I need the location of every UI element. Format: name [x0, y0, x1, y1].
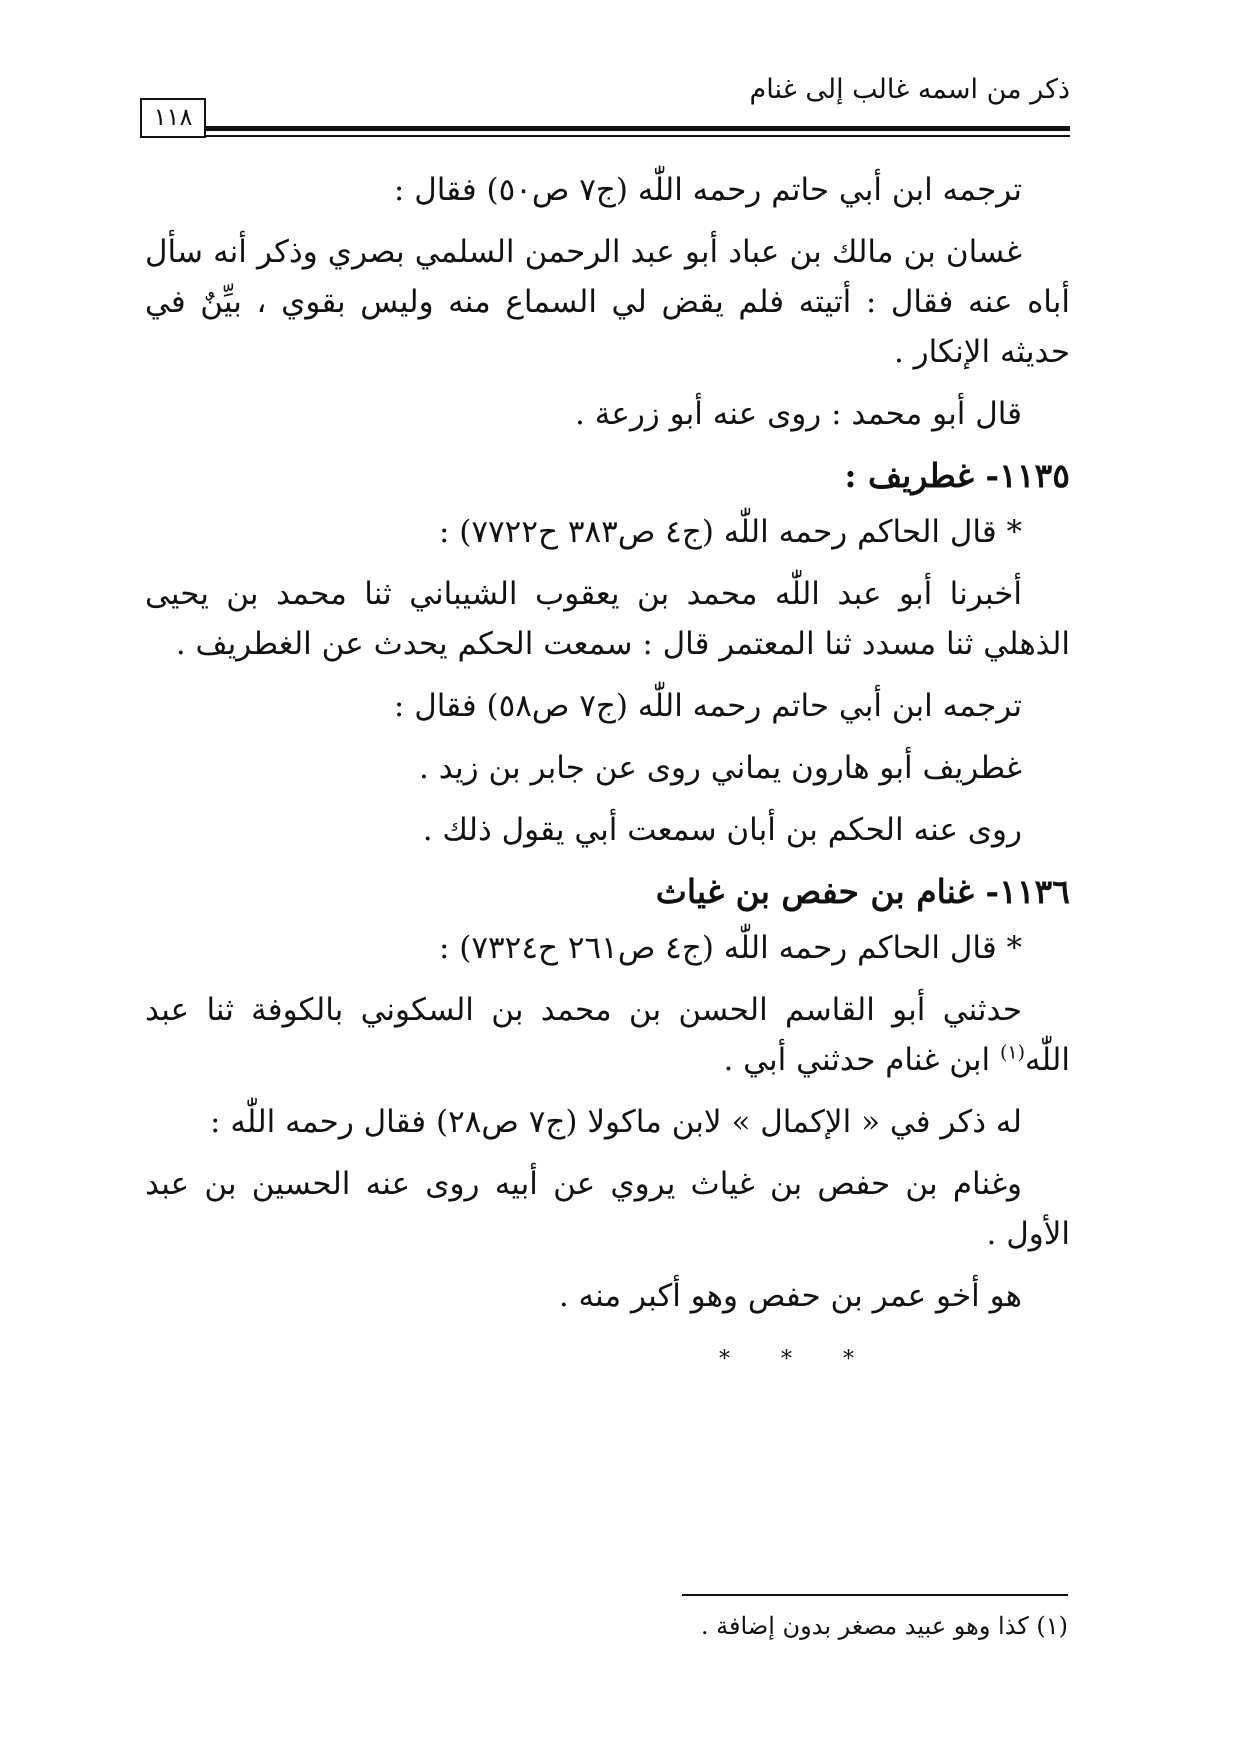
paragraph: له ذكر في « الإكمال » لابن ماكولا (ج٧ ص٢٨) فقال رحمه اللّٰه :: [210, 1104, 1022, 1140]
paragraph: [145, 985, 1070, 1085]
entry-heading-1136: [145, 867, 1070, 917]
paragraph: وغنام بن حفص بن غياث يروي عن أبيه روى عنه الحسين بن عبد الأول .: [145, 1166, 1070, 1252]
section-separator: * * *: [719, 1347, 876, 1372]
paragraph-text-cont: ابن غنام حدثني أبي .: [723, 1042, 1000, 1078]
footnote-rule: [682, 1594, 1068, 1596]
paragraph: ترجمه ابن أبي حاتم رحمه اللّٰه (ج٧ ص٥٠) فقال :: [393, 172, 1022, 208]
paragraph: غطريف أبو هارون يماني روى عن جابر بن زيد .: [419, 750, 1022, 786]
paragraph: أخبرنا أبو عبد اللّٰه محمد بن يعقوب الشيباني ثنا محمد بن يحيى الذهلي ثنا مسدد ثنا المعتمر قال : سمعت الحكم يحدث عن الغطريف .: [145, 576, 1070, 662]
paragraph: هو أخو عمر بن حفص وهو أكبر منه .: [558, 1278, 1022, 1314]
paragraph: غسان بن مالك بن عباد أبو عبد الرحمن السلمي بصري وذكر أنه سأل أباه عنه فقال : أتيته فلم يقض لي السماع منه وليس بقوي ، بيِّنٌ في حديثه الإنكار .: [145, 234, 1070, 370]
paragraph: قال أبو محمد : روى عنه أبو زرعة .: [575, 396, 1022, 432]
running-title: ذكر من اسمه غالب إلى غنام: [749, 74, 1070, 105]
paragraph: روى عنه الحكم بن أبان سمعت أبي يقول ذلك .: [422, 812, 1022, 848]
entry-heading-1135: [145, 451, 1070, 501]
paragraph: * قال الحاكم رحمه اللّٰه (ج٤ ص٢٦١ ح٧٣٢٤) :: [438, 930, 1022, 966]
entry-number: ١١٣٥-: [985, 456, 1070, 495]
page-number: ١١٨: [140, 98, 206, 138]
entry-name: غنام بن حفص بن غياث: [655, 872, 974, 911]
page-header: [140, 64, 1070, 144]
entry-name: غطريف :: [844, 456, 974, 495]
footnote: (١) كذا وهو عبيد مصغر بدون إضافة .: [700, 1612, 1068, 1640]
paragraph: ترجمه ابن أبي حاتم رحمه اللّٰه (ج٧ ص٥٨) فقال :: [393, 688, 1022, 724]
footnote-marker: (١): [999, 1041, 1026, 1064]
page-body: [145, 165, 1070, 1385]
paragraph: * قال الحاكم رحمه اللّٰه (ج٤ ص٣٨٣ ح٧٧٢٢) :: [438, 514, 1022, 550]
header-rule-thin: [204, 135, 1070, 137]
entry-number: ١١٣٦-: [985, 872, 1070, 911]
paragraph-text: حدثني أبو القاسم الحسن بن محمد بن السكوني بالكوفة ثنا عبد اللّٰه: [145, 992, 1070, 1078]
header-rule-thick: [204, 126, 1070, 131]
